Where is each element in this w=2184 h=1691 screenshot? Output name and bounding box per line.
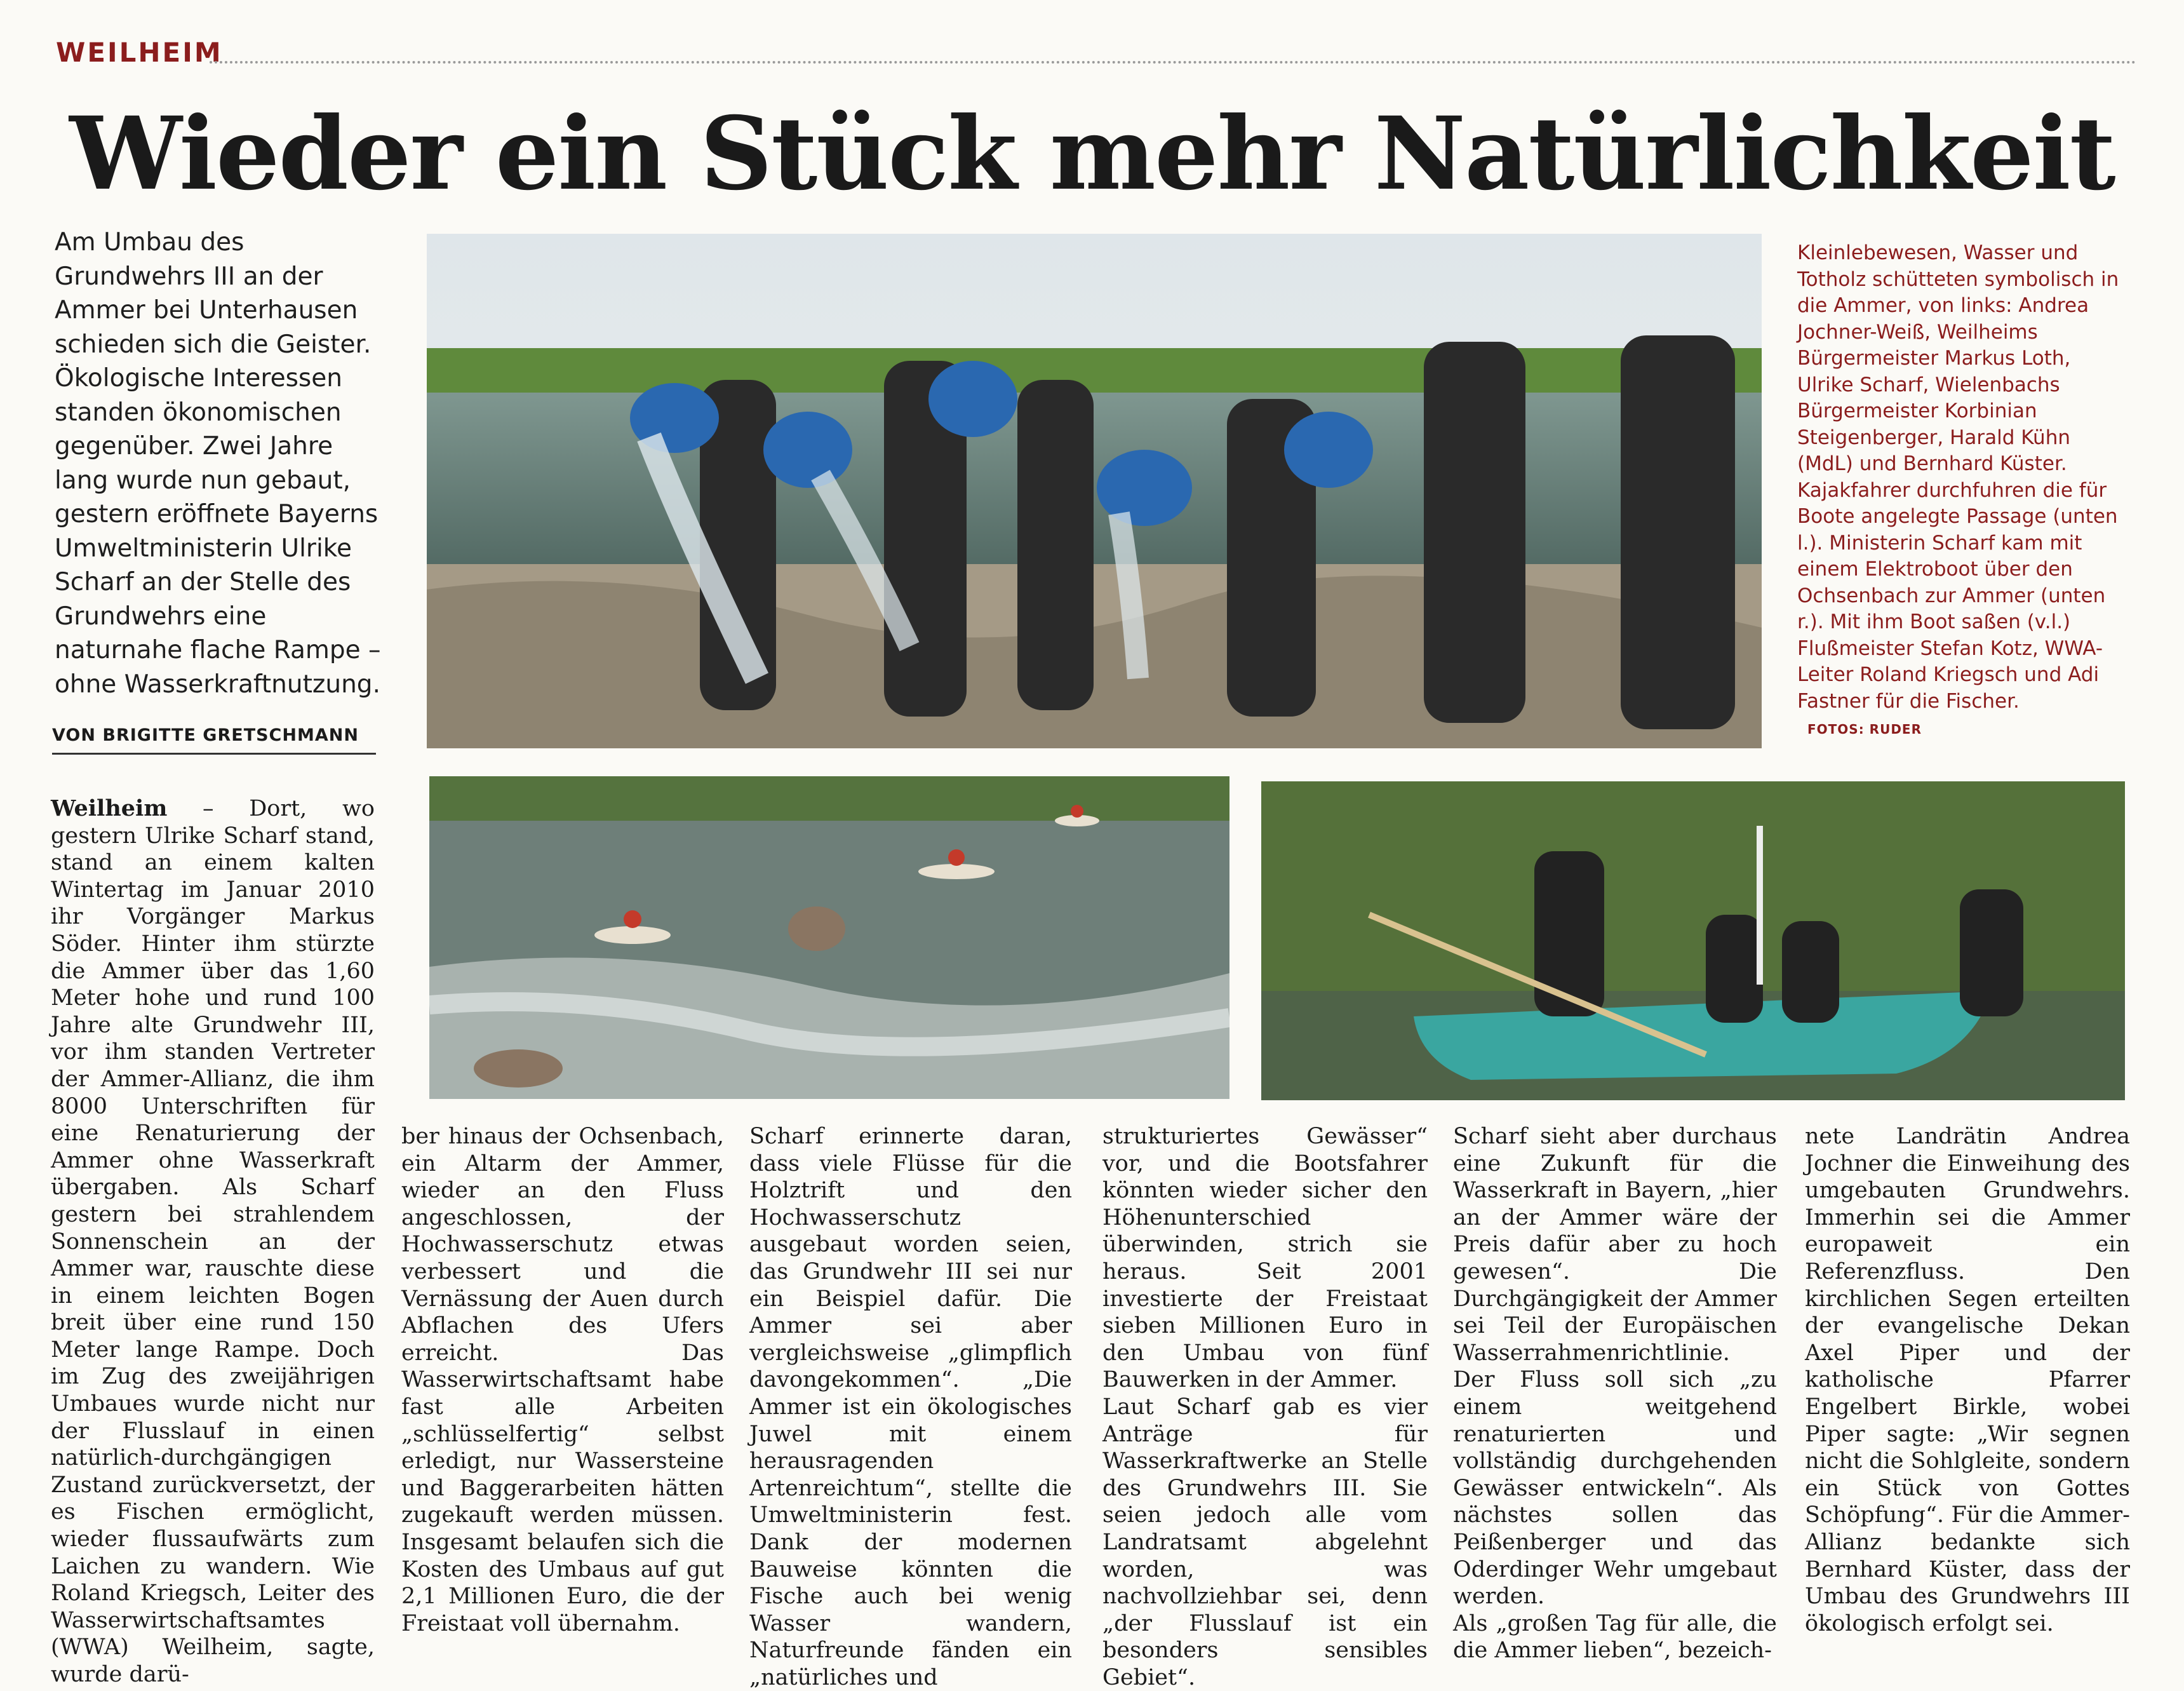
headline: Wieder ein Stück mehr Natürlichkeit <box>69 95 2115 213</box>
section-label: WEILHEIM <box>56 37 223 68</box>
body-column-1-text: – Dort, wo gestern Ulrike Scharf stand, stand an einem kalten Wintertag im Januar 2010 ihr Vorgänger Markus Söder. Hinter ihm stürzte die Ammer über das 1,60 Meter hohe und rund 100 Jahre alte Grundwehr III, vor ihm standen Vertreter der Ammer-Allianz, die ihm 8000 Unterschriften für eine Renaturierung der Ammer ohne Wasserkraft übergaben. Als Scharf gestern bei strahlendem Sonnenschein an der Ammer war, rauschte diese in einem leichten Bogen breit über eine rund 150 Meter lange Rampe. Doch im Zug des zweijährigen Umbaues wurde nicht nur der Flusslauf in einen natürlich-durchgängigen Zustand zurückversetzt, der es Fischen ermöglicht, wieder flussaufwärts zum Laichen zu wandern. Wie Roland Kriegsch, Leiter des Wasserwirtschaftsamtes (WWA) Weilheim, sagte, wurde darü- <box>51 796 375 1687</box>
main-photo-illustration <box>427 234 1762 748</box>
photo-credit: FOTOS: RUDER <box>1807 722 1922 737</box>
teaser-lead: Am Umbau des Grundwehrs III an der Ammer bei Unterhausen schieden sich die Geister. Ökologische Interessen standen ökonomischen gegenüber. Zwei Jahre lang wurde nun gebaut, gestern eröffnete Bayerns Umweltministerin Ulrike Scharf an der Stelle des Grundwehrs eine naturnahe flache Rampe – ohne Wasserkraftnutzung. <box>55 228 381 699</box>
body-column-5: Scharf sieht aber durchaus eine Zukunft für die Wasserkraft in Bayern, „hier an der Ammer wäre der Preis dafür aber zu hoch gewesen“. Die Durchgängigkeit der Ammer sei Teil der Europäischen Wasserrahmenrichtlinie. Der Fluss soll sich „zu einem weitgehend renaturierten und vollständig durchgehenden Gewässer entwickeln“. Als nächstes sollen das Peißenberger und das Oderdinger Wehr umgebaut werden. Als „großen Tag für alle, die die Ammer lieben“, bezeich- <box>1453 1124 1777 1664</box>
kayak-photo <box>429 776 1229 1099</box>
body-column-4: strukturiertes Gewässer“ vor, und die Bootsfahrer könnten wieder sicher den Höhenunterschied überwinden, strich sie heraus. Seit 2001 investierte der Freistaat sieben Millionen Euro in den Umbau von fünf Bauwerken in der Ammer. Laut Scharf gab es vier Anträge für Wasserkraftwerke an Stelle des Grundwehrs III. Sie seien jedoch alle vom Landratsamt abgelehnt worden, was nachvollziehbar sei, denn „der Flusslauf ist ein besonders sensibles Gebiet“. <box>1102 1124 1428 1690</box>
boat-photo-illustration <box>1261 781 2125 1100</box>
main-photo <box>427 234 1762 748</box>
kayak-photo-illustration <box>429 776 1229 1099</box>
body-column-3: Scharf erinnerte daran, dass viele Flüsse für die Holztrift und den Hochwasserschutz ausgebaut worden seien, das Grundwehr III sei nur ein Beispiel dafür. Die Ammer sei aber vergleichsweise „glimpflich davongekommen“. „Die Ammer ist ein ökologisches Juwel mit einem herausragenden Artenreichtum“, stellte die Umweltministerin fest. Dank der modernen Bauweise könnten die Fische auch bei wenig Wasser wandern, Naturfreunde fänden ein „natürliches und <box>749 1124 1072 1690</box>
section-dotted-rule <box>210 61 2137 64</box>
boat-photo <box>1261 781 2125 1100</box>
photo-caption <box>1797 240 2127 743</box>
body-column-2: ber hinaus der Ochsenbach, ein Altarm der Ammer, wieder an den Fluss angeschlossen, der Hochwasserschutz etwas verbessert und die Vernässung der Auen durch Abflachen des Ufers erreicht. Das Wasserwirtschaftsamt habe fast alle Arbeiten „schlüsselfertig“ selbst erledigt, nur Wassersteine und Baggerarbeiten hätten zugekauft werden müssen. Insgesamt belaufen sich die Kosten des Umbaus auf gut 2,1 Millionen Euro, die der Freistaat voll übernahm. <box>401 1124 724 1636</box>
body-column-6: nete Landrätin Andrea Jochner die Einweihung des umgebauten Grundwehrs. Immerhin sei die Ammer europaweit ein Referenzfluss. Den kirchlichen Segen erteilten der evangelische Dekan Axel Piper und der katholische Pfarrer Engelbert Birkle, wobei Piper sagte: „Wir segnen nicht die Sohlgleite, sondern ein Stück von Gottes Schöpfung“. Für die Ammer-Allianz bedankte sich Bernhard Küster, dass der Umbau des Grundwehrs III ökologisch erfolgt sei. <box>1805 1124 2130 1636</box>
body-column-1 <box>51 795 375 1688</box>
dateline: Weilheim <box>51 795 168 821</box>
byline: VON BRIGITTE GRETSCHMANN <box>52 725 376 755</box>
caption-text: Kleinlebewesen, Wasser und Totholz schütteten symbolisch in die Ammer, von links: Andrea Jochner-Weiß, Weilheims Bürgermeister Markus Loth, Ulrike Scharf, Wielenbachs Bürgermeister Korbinian Steigenberger, Harald Kühn (MdL) und Bernhard Küster. Kajakfahrer durchfuhren die für Boote angelegte Passage (unten l.). Ministerin Scharf kam mit einem Elektroboot über den Ochsenbach zur Ammer (unten r.). Mit ihm Boot saßen (v.l.) Flußmeister Stefan Kotz, WWA-Leiter Roland Kriegsch und Adi Fastner für die Fischer. <box>1797 241 2119 713</box>
